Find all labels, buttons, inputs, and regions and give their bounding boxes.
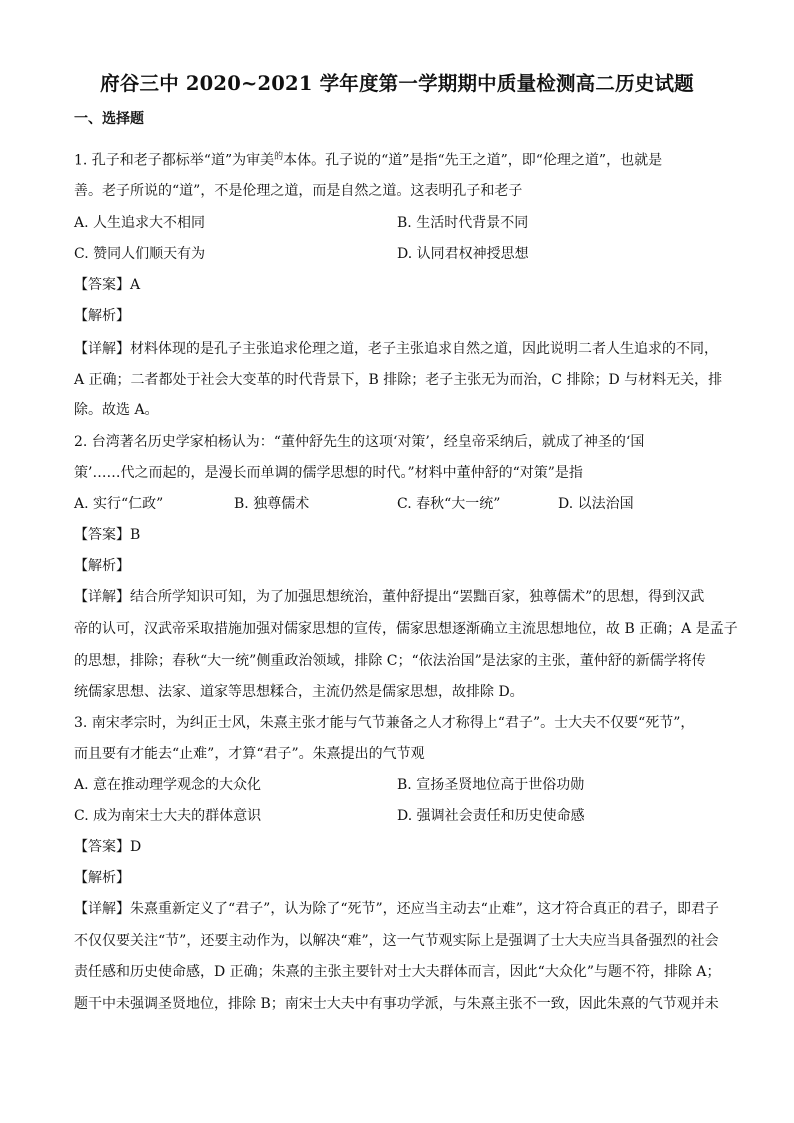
q3-detail-line1 (74, 899, 719, 919)
q2-option-c: C. 春秋“大一统” (397, 496, 501, 512)
q1-option-a: A. 人生追求大不相同 (74, 215, 206, 231)
q1-option-c: C. 赞同人们顺天有为 (74, 246, 206, 262)
page-title: 府谷三中 2020~2021 学年度第一学期期中质量检测高二历史试题 (100, 72, 694, 95)
q3-option-c: C. 成为南宋士大夫的群体意识 (74, 808, 262, 824)
q2-detail-line4: 统儒家思想、法家、道家等思想糅合，主流仍然是儒家思想，故排除 D。 (74, 684, 524, 700)
q2-stem-line1: 2. 台湾著名历史学家柏杨认为：“董仲舒先生的这项‘对策’，经皇帝采纳后，就成了神圣的‘国 (74, 434, 645, 450)
q1-stem-line1 (74, 147, 662, 171)
q1-detail-line2: A 正确；二者都处于社会大变革的时代背景下，B 排除；老子主张无为而治，C 排除；D 与材料无关，排 (74, 372, 723, 388)
q2-detail-line1 (74, 587, 704, 607)
q3-analysis-label: 【解析】 (74, 870, 130, 886)
detail-label: 【详解】 (74, 901, 130, 917)
q3-answer (74, 837, 141, 857)
answer-label: 【答案】 (74, 277, 130, 293)
q2-analysis-label: 【解析】 (74, 558, 130, 574)
q2-detail-line3: 的思想，排除；春秋“大一统”侧重政治领域，排除 C；“依法治国”是法家的主张，董仲舒的新儒学将传 (74, 653, 706, 669)
q1-stem-line2: 善。老子所说的“道”，不是伦理之道，而是自然之道。这表明孔子和老子 (74, 183, 523, 199)
q3-detail-line2: 不仅仅要关注“节”，还要主动作为，以解决“难”，这一气节观实际上是强调了士大夫应当具备强烈的社会 (74, 933, 719, 949)
q1-answer-value: A (130, 277, 141, 293)
q2-option-a: A. 实行“仁政” (74, 496, 164, 512)
q1-analysis-label: 【解析】 (74, 308, 130, 324)
q3-stem-line2: 而且要有才能去“止难”，才算“君子”。朱熹提出的气节观 (74, 746, 425, 762)
q1-option-b: B. 生活时代背景不同 (397, 215, 529, 231)
answer-label: 【答案】 (74, 839, 130, 855)
q3-option-b: B. 宣扬圣贤地位高于世俗功勋 (397, 777, 585, 793)
q1-detail-text1: 材料体现的是孔子主张追求伦理之道，老子主张追求自然之道，因此说明二者人生追求的不同， (130, 341, 718, 357)
section-heading: 一、选择题 (74, 111, 144, 127)
q2-option-d: D. 以法治国 (558, 496, 634, 512)
detail-label: 【详解】 (74, 589, 130, 605)
answer-label: 【答案】 (74, 527, 130, 543)
q2-option-b: B. 独尊儒术 (234, 496, 310, 512)
q3-option-a: A. 意在推动理学观念的大众化 (74, 777, 262, 793)
q1-stem-b: 本体。孔子说的“道”是指“先王之道”，即“伦理之道”，也就是 (283, 152, 663, 169)
q2-detail-text1: 结合所学知识可知，为了加强思想统治，董仲舒提出“罢黜百家，独尊儒术”的思想，得到汉武 (130, 589, 705, 605)
q3-answer-value: D (130, 839, 142, 855)
q3-option-d: D. 强调社会责任和历史使命感 (397, 808, 585, 824)
q1-stem-sup: 的 (274, 152, 284, 162)
q2-answer-value: B (130, 527, 141, 543)
detail-label: 【详解】 (74, 341, 130, 357)
q3-detail-text1: 朱熹重新定义了“君子”，认为除了“死节”，还应当主动去“止难”，这才符合真正的君子，即君子 (130, 901, 719, 917)
q1-answer (74, 275, 140, 295)
q1-detail-line3: 除。故选 A。 (74, 402, 159, 418)
q2-stem-line2: 策’……代之而起的，是漫长而单调的儒学思想的时代。”材料中董仲舒的“对策”是指 (74, 465, 583, 481)
q2-detail-line2: 帝的认可，汉武帝采取措施加强对儒家思想的宣传，儒家思想逐渐确立主流思想地位，故 B 正确；A 是孟子 (74, 621, 738, 637)
q1-stem-a: 1. 孔子和老子都标举“道”为审美 (74, 152, 275, 169)
q3-stem-line1: 3. 南宋孝宗时，为纠正士风，朱熹主张才能与气节兼备之人才称得上“君子”。士大夫不仅要“死节”， (74, 715, 695, 731)
q2-answer (74, 525, 140, 545)
q3-detail-line3: 责任感和历史使命感，D 正确；朱熹的主张主要针对士大夫群体而言，因此“大众化”与题不符，排除 A； (74, 964, 721, 980)
q3-detail-line4: 题干中未强调圣贤地位，排除 B；南宋士大夫中有事功学派，与朱熹主张不一致，因此朱熹的气节观并未 (74, 996, 719, 1012)
q1-option-d: D. 认同君权神授思想 (397, 246, 529, 262)
q1-detail-line1 (74, 339, 718, 359)
